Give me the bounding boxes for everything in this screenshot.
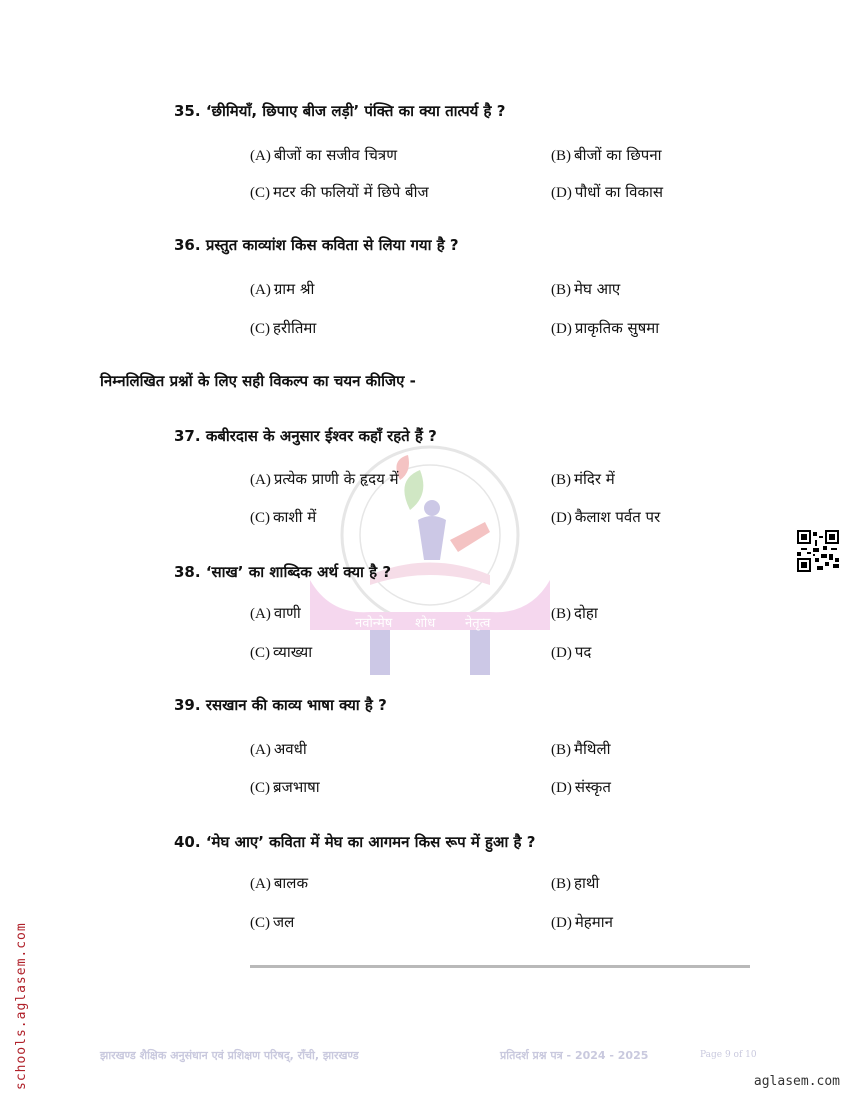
side-watermark-url[interactable]: schools.aglasem.com bbox=[14, 922, 29, 1090]
question-text: ‘मेघ आए’ कविता में मेघ का आगमन किस रूप में हुआ है ? bbox=[205, 833, 536, 851]
option-text: अवधी bbox=[273, 740, 307, 758]
option-text: ग्राम श्री bbox=[273, 280, 315, 298]
option-text: हाथी bbox=[574, 874, 600, 892]
watermark-word-1: नवोन्मेष bbox=[355, 616, 393, 631]
option-label: (A) bbox=[250, 148, 271, 164]
option-39-b bbox=[551, 739, 611, 759]
watermark-word-2: शोध bbox=[415, 616, 436, 631]
question-text: कबीरदास के अनुसार ईश्वर कहाँ रहते हैं ? bbox=[205, 427, 437, 445]
option-label: (B) bbox=[551, 282, 571, 298]
option-38-d bbox=[551, 642, 591, 662]
option-37-a bbox=[250, 469, 399, 489]
option-39-d bbox=[551, 777, 611, 797]
question-number: 36. bbox=[174, 236, 201, 254]
option-label: (D) bbox=[551, 321, 572, 337]
option-text: प्रत्येक प्राणी के हृदय में bbox=[273, 470, 399, 488]
option-text: मैथिली bbox=[574, 740, 611, 758]
brand-watermark[interactable]: aglasem.com bbox=[753, 1074, 840, 1089]
option-label: (A) bbox=[250, 876, 271, 892]
option-label: (D) bbox=[551, 780, 572, 796]
question-35 bbox=[174, 101, 505, 121]
qr-code-icon[interactable] bbox=[797, 530, 839, 572]
option-40-c bbox=[250, 912, 294, 932]
option-37-c bbox=[250, 507, 316, 527]
option-35-c bbox=[250, 182, 429, 202]
question-text: प्रस्तुत काव्यांश किस कविता से लिया गया है ? bbox=[205, 236, 459, 254]
question-text: रसखान की काव्य भाषा क्या है ? bbox=[205, 696, 387, 714]
option-35-b bbox=[551, 145, 662, 165]
option-label: (A) bbox=[250, 472, 271, 488]
option-36-b bbox=[551, 279, 620, 299]
option-text: प्राकृतिक सुषमा bbox=[574, 319, 660, 337]
option-label: (B) bbox=[551, 148, 571, 164]
option-38-a bbox=[250, 603, 301, 623]
option-text: पद bbox=[574, 643, 592, 661]
footer-organization: झारखण्ड शैक्षिक अनुसंधान एवं प्रशिक्षण परिषद्, राँची, झारखण्ड bbox=[100, 1049, 359, 1062]
question-text: ‘छीमियाँ, छिपाए बीज लड़ी’ पंक्ति का क्या तात्पर्य है ? bbox=[205, 102, 506, 120]
question-number: 38. bbox=[174, 563, 201, 581]
question-number: 35. bbox=[174, 102, 201, 120]
option-label: (B) bbox=[551, 742, 571, 758]
option-37-b bbox=[551, 469, 615, 489]
option-39-a bbox=[250, 739, 307, 759]
option-label: (B) bbox=[551, 472, 571, 488]
footer-page-number: Page 9 of 10 bbox=[700, 1050, 757, 1060]
option-text: मटर की फलियों में छिपे बीज bbox=[273, 183, 429, 201]
option-text: जल bbox=[273, 913, 295, 931]
option-text: हरीतिमा bbox=[273, 319, 317, 337]
option-text: मेघ आए bbox=[574, 280, 621, 298]
option-36-c bbox=[250, 318, 316, 338]
section-instruction: निम्नलिखित प्रश्नों के लिए सही विकल्प का चयन कीजिए - bbox=[100, 372, 416, 390]
footer-divider bbox=[250, 965, 750, 968]
option-label: (D) bbox=[551, 185, 572, 201]
option-label: (D) bbox=[551, 915, 572, 931]
question-text: ‘साख’ का शाब्दिक अर्थ क्या है ? bbox=[205, 563, 392, 581]
option-38-b bbox=[551, 603, 598, 623]
option-text: वाणी bbox=[273, 604, 301, 622]
question-number: 37. bbox=[174, 427, 201, 445]
option-text: पौधों का विकास bbox=[574, 183, 664, 201]
option-text: बीजों का छिपना bbox=[574, 146, 662, 164]
option-label: (D) bbox=[551, 510, 572, 526]
option-text: मेहमान bbox=[574, 913, 613, 931]
option-text: ब्रजभाषा bbox=[273, 778, 320, 796]
option-text: बीजों का सजीव चित्रण bbox=[273, 146, 398, 164]
question-number: 39. bbox=[174, 696, 201, 714]
question-37 bbox=[174, 426, 437, 446]
option-text: दोहा bbox=[574, 604, 598, 622]
footer-paper-title: प्रतिदर्श प्रश्न पत्र - 2024 - 2025 bbox=[500, 1049, 649, 1062]
option-35-d bbox=[551, 182, 663, 202]
option-label: (C) bbox=[250, 645, 270, 661]
option-36-d bbox=[551, 318, 659, 338]
option-36-a bbox=[250, 279, 314, 299]
option-label: (D) bbox=[551, 645, 572, 661]
option-label: (C) bbox=[250, 185, 270, 201]
option-label: (C) bbox=[250, 780, 270, 796]
option-label: (C) bbox=[250, 915, 270, 931]
question-number: 40. bbox=[174, 833, 201, 851]
option-label: (A) bbox=[250, 282, 271, 298]
option-text: बालक bbox=[273, 874, 308, 892]
option-text: काशी में bbox=[273, 508, 317, 526]
option-label: (A) bbox=[250, 606, 271, 622]
watermark-word-3: नेतृत्व bbox=[465, 616, 491, 631]
option-label: (C) bbox=[250, 321, 270, 337]
option-label: (B) bbox=[551, 876, 571, 892]
option-label: (A) bbox=[250, 742, 271, 758]
option-label: (B) bbox=[551, 606, 571, 622]
option-label: (C) bbox=[250, 510, 270, 526]
option-text: व्याख्या bbox=[273, 643, 313, 661]
option-35-a bbox=[250, 145, 397, 165]
question-36 bbox=[174, 235, 459, 255]
question-39 bbox=[174, 695, 387, 715]
option-39-c bbox=[250, 777, 320, 797]
option-text: मंदिर में bbox=[574, 470, 615, 488]
option-40-d bbox=[551, 912, 613, 932]
option-40-a bbox=[250, 873, 308, 893]
question-38 bbox=[174, 562, 391, 582]
option-text: कैलाश पर्वत पर bbox=[574, 508, 661, 526]
option-37-d bbox=[551, 507, 660, 527]
option-40-b bbox=[551, 873, 599, 893]
option-38-c bbox=[250, 642, 312, 662]
question-40 bbox=[174, 832, 535, 852]
option-text: संस्कृत bbox=[574, 778, 611, 796]
